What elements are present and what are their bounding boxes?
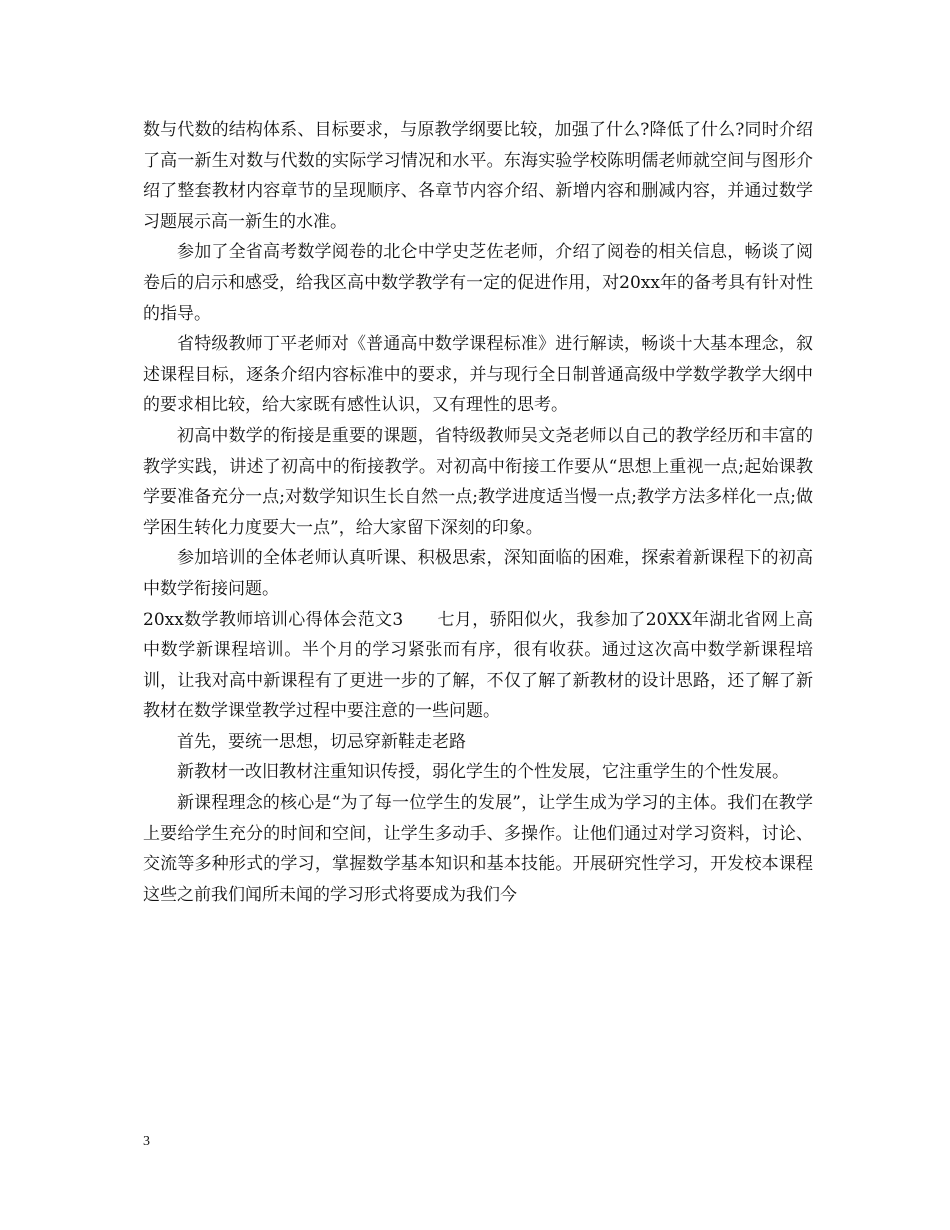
paragraph-training-summary: 参加培训的全体老师认真听课、积极思索，深知面临的困难，探索着新课程下的初高中数学衔接问题。 [143, 548, 813, 599]
document-body [143, 115, 813, 910]
section-title: 20xx数学教师培训心得体会范文3 [143, 609, 404, 630]
paragraph-new-textbook: 新教材一改旧教材注重知识传授，弱化学生的个性发展，它注重学生的个性发展。 [177, 762, 789, 783]
paragraph-curriculum-core: 新课程理念的核心是“为了每一位学生的发展”，让学生成为学习的主体。我们在教学上要给学生充分的时间和空间，让学生多动手、多操作。让他们通过对学习资料，讨论、交流等多种形式的学习，掌握数学基本知识和基本技能。开展研究性学习，开发校本课程这些之前我们闻所未闻的学习形式将要成为我们今 [143, 793, 813, 905]
paragraph-continued: 数与代数的结构体系、目标要求，与原教学纲要比较，加强了什么?降低了什么?同时介绍了高一新生对数与代数的实际学习情况和水平。东海实验学校陈明儒老师就空间与图形介绍了整套教材内容章节的呈现顺序、各章节内容介绍、新增内容和删减内容，并通过数学习题展示高一新生的水准。 [143, 120, 813, 232]
section-intro: 七月，骄阳似火，我参加了20XX年湖北省网上高中数学新课程培训。半个月的学习紧张而有序，很有收获。通过这次高中数学新课程培训，让我对高中新课程有了更进一步的了解，不仅了解了新教材的设计思路，还了解了新教材在数学课堂教学过程中要注意的一些问题。 [143, 609, 813, 722]
page-number: 3 [143, 1134, 150, 1149]
paragraph-exam-grading: 参加了全省高考数学阅卷的北仑中学史芝佐老师，介绍了阅卷的相关信息，畅谈了阅卷后的启示和感受，给我区高中数学教学有一定的促进作用，对20xx年的备考具有针对性的指导。 [143, 242, 813, 324]
paragraph-transition-teaching: 初高中数学的衔接是重要的课题，省特级教师吴文尧老师以自己的教学经历和丰富的教学实践，讲述了初高中的衔接教学。对初高中衔接工作要从“思想上重视一点;起始课教学要准备充分一点;对数学知识生长自然一点;教学进度适当慢一点;教学方法多样化一点;做学困生转化力度要大一点”，给大家留下深刻的印象。 [143, 425, 813, 538]
section-paragraph [143, 605, 813, 727]
paragraph-first-point: 首先，要统一思想，切忌穿新鞋走老路 [177, 731, 466, 752]
paragraph-curriculum-standard: 省特级教师丁平老师对《普通高中数学课程标准》进行解读，畅谈十大基本理念，叙述课程目标，逐条介绍内容标准中的要求，并与现行全日制普通高级中学数学教学大纲中的要求相比较，给大家既有感性认识，又有理性的思考。 [143, 334, 813, 416]
